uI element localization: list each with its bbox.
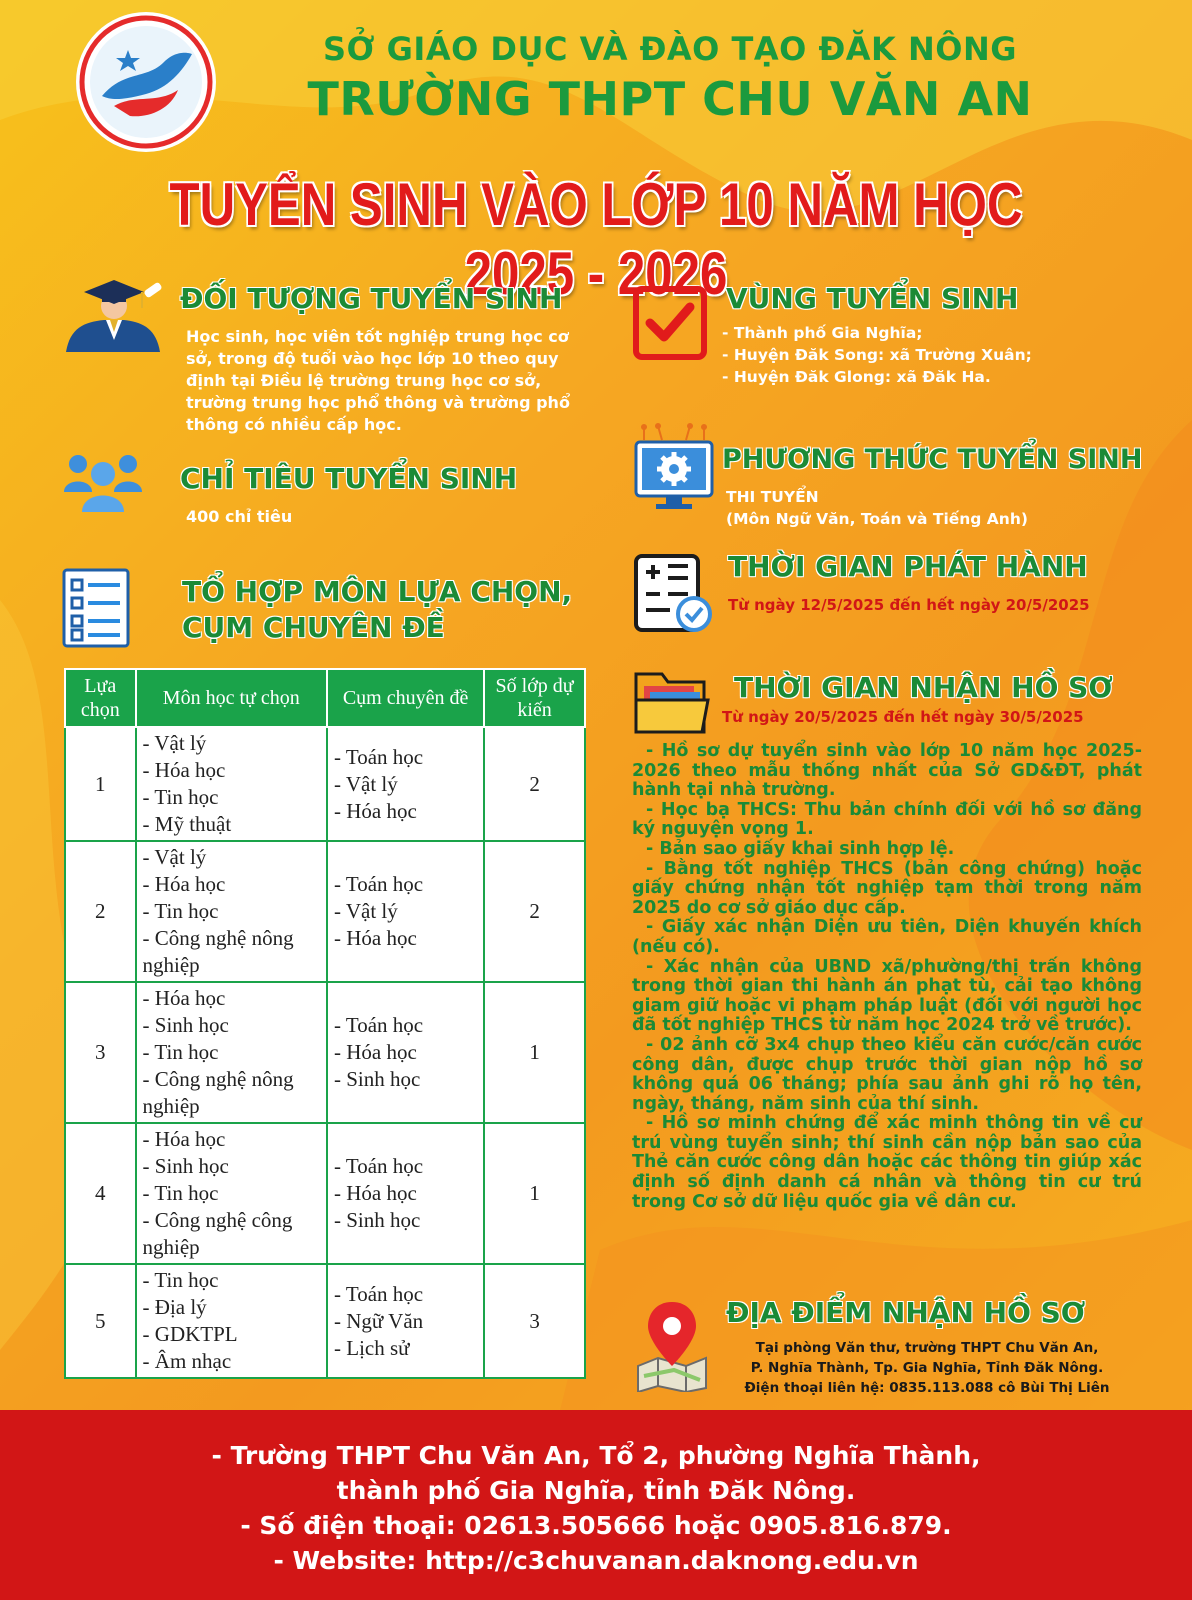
cell-topics [327,1123,484,1264]
people-group-icon [62,448,144,518]
topic-item: - Ngữ Văn [334,1308,424,1333]
topic-item: - Toán học [334,1013,424,1037]
table-row [65,841,585,982]
topic-item: - Toán học [334,1281,424,1306]
cell-topics [327,727,484,841]
subject-item: - Tin học [142,1040,219,1064]
subject-item: - Công nghệ công nghiệp [142,1208,293,1259]
cell-subjects [136,1123,327,1264]
document-check-icon [632,552,714,638]
footer-website: - Website: http://c3chuvanan.daknong.edu.vn [273,1546,919,1575]
topic-item: - Hóa học [334,926,417,950]
footer-address-cont: thành phố Gia Nghĩa, tỉnh Đăk Nông. [336,1476,856,1505]
target-description [186,326,576,436]
location-line: Điện thoại liên hệ: 0835.113.088 cô Bùi Thị Liên [744,1380,1110,1396]
cell-classes: 3 [484,1264,585,1378]
topic-item: - Vật lý [334,899,398,923]
target-line: định tại Điều lệ trường trung học cơ sở, [186,371,542,390]
cell-classes: 1 [484,982,585,1123]
cell-choice: 5 [65,1264,136,1378]
method-description [726,486,1028,530]
subject-item: - Địa lý [142,1295,207,1319]
region-item: - Huyện Đăk Glong: xã Đăk Ha. [722,368,991,386]
topic-item: - Toán học [334,744,424,769]
subject-item: - Vật lý [142,845,207,869]
cell-subjects [136,982,327,1123]
document-item: - Hồ sơ dự tuyển sinh vào lớp 10 năm học 2025-2026 theo mẫu thống nhất của Sở GD&ĐT, phát hành tại nhà trường. [632,741,1142,801]
school-name: TRƯỜNG THPT CHU VĂN AN [307,72,1033,126]
subject-item: - Tin học [142,785,219,809]
target-line: Học sinh, học viên tốt nghiệp trung học cơ [186,327,569,346]
subject-item: - Tin học [142,899,219,923]
subject-combination-table [64,668,586,1379]
graduate-icon [64,276,164,356]
topic-item: - Toán học [334,872,424,896]
checkbox-icon [632,285,708,365]
document-item: - Xác nhận của UBND xã/phường/thị trấn không trong thời gian thi hành án phạt tù, cải tạo không giam giữ hoặc vi phạm pháp luật (đối với người học đã tốt nghiệp THCS từ năm học 2024 trở về trước). [632,956,1142,1036]
location-title: ĐỊA ĐIỂM NHẬN HỒ SƠ [726,1296,1086,1329]
subject-item: - Vật lý [142,731,207,755]
subject-item: - GDKTPL [142,1322,238,1346]
method-line: (Môn Ngữ Văn, Toán và Tiếng Anh) [726,510,1028,528]
topic-item: - Sinh học [334,1208,421,1232]
target-line: trường trung học phổ thông và trường phổ [186,393,570,412]
subject-item: - Sinh học [142,1154,229,1178]
location-details [712,1338,1142,1398]
combo-title-line: TỔ HỢP MÔN LỰA CHỌN, [182,575,573,608]
region-list [722,322,1032,388]
header-classes: Số lớp dự kiến [484,669,585,727]
target-line: sở, trong độ tuổi vào học lớp 10 theo quy [186,349,559,368]
table-row [65,727,585,841]
department-name: SỞ GIÁO DỤC VÀ ĐÀO TẠO ĐĂK NÔNG [323,30,1017,68]
folder-icon [632,666,712,742]
cell-classes: 2 [484,841,585,982]
document-item: - Hồ sơ minh chứng để xác minh thông tin về cư trú vùng tuyển sinh; thí sinh cần nộp bản sao của Thẻ căn cước công dân hoặc các thông tin giúp xác định số định danh cá nhân và thông tin cư trú trong Cơ sở dữ liệu quốc gia về dân cư. [632,1113,1142,1212]
table-row [65,1264,585,1378]
receive-title: THỜI GIAN NHẬN HỒ SƠ [734,671,1113,704]
header-topics: Cụm chuyên đề [327,669,484,727]
computer-gear-icon [632,422,716,518]
topic-item: - Hóa học [334,798,417,823]
combo-title-line: CỤM CHUYÊN ĐỀ [182,611,445,644]
cell-choice: 1 [65,727,136,841]
release-dates: Từ ngày 12/5/2025 đến hết ngày 20/5/2025 [728,596,1090,614]
region-item: - Huyện Đăk Song: xã Trường Xuân; [722,346,1032,364]
document-item: - 02 ảnh cỡ 3x4 chụp theo kiểu căn cước/căn cước công dân, được chụp trước thời gian nộp hồ sơ không quá 06 tháng; phía sau ảnh ghi rõ họ tên, ngày, tháng, năm sinh của thí sinh. [632,1034,1142,1114]
cell-subjects [136,841,327,982]
footer-phone: - Số điện thoại: 02613.505666 hoặc 0905.816.879. [240,1511,952,1540]
subject-item: - Hóa học [142,758,226,782]
subject-item: - Tin học [142,1181,219,1205]
cell-classes: 1 [484,1123,585,1264]
topic-item: - Hóa học [334,1040,417,1064]
table-header-row [65,669,585,727]
cell-subjects [136,1264,327,1378]
cell-topics [327,841,484,982]
location-line: P. Nghĩa Thành, Tp. Gia Nghĩa, Tỉnh Đăk Nông. [750,1360,1104,1376]
cell-topics [327,982,484,1123]
region-item: - Thành phố Gia Nghĩa; [722,324,923,342]
footer-contact [0,1410,1192,1600]
cell-choice: 2 [65,841,136,982]
cell-subjects [136,727,327,841]
header-subjects: Môn học tự chọn [136,669,327,727]
document-item: - Giấy xác nhận Diện ưu tiên, Diện khuyến khích (nếu có). [632,917,1142,957]
release-title: THỜI GIAN PHÁT HÀNH [728,550,1088,583]
topic-item: - Sinh học [334,1067,421,1091]
document-item: - Học bạ THCS: Thu bản chính đối với hồ sơ đăng ký nguyện vọng 1. [632,799,1142,840]
subject-item: - Hóa học [142,872,226,896]
topic-item: - Toán học [334,1154,424,1178]
subject-item: - Mỹ thuật [142,812,232,836]
cell-classes: 2 [484,727,585,841]
checklist-icon [62,568,130,652]
target-title: ĐỐI TƯỢNG TUYỂN SINH [180,282,563,315]
region-title: VÙNG TUYỂN SINH [726,282,1019,315]
subject-item: - Âm nhạc [142,1349,232,1373]
quota-title: CHỈ TIÊU TUYỂN SINH [180,462,518,495]
quota-value: 400 chỉ tiêu [186,507,293,526]
method-title: PHƯƠNG THỨC TUYỂN SINH [722,444,1143,475]
subject-item: - Công nghệ nông nghiệp [142,926,294,977]
document-item: - Bản sao giấy khai sinh hợp lệ. [646,838,955,859]
main-title: TUYỂN SINH VÀO LỚP 10 NĂM HỌC 2025 - 2026 [169,171,1023,307]
location-line: Tại phòng Văn thư, trường THPT Chu Văn An, [755,1340,1099,1356]
receive-dates: Từ ngày 20/5/2025 đến hết ngày 30/5/2025 [722,708,1084,726]
topic-item: - Lịch sử [334,1335,410,1360]
required-documents [632,742,1142,1212]
subject-item: - Tin học [142,1268,219,1292]
table-row [65,982,585,1123]
topic-item: - Hóa học [334,1181,417,1205]
subject-item: - Sinh học [142,1013,229,1037]
document-item: - Bằng tốt nghiệp THCS (bản công chứng) hoặc giấy chứng nhận tốt nghiệp tạm thời trong năm 2025 do cơ sở giáo dục cấp. [632,858,1142,918]
subject-item: - Hóa học [142,986,226,1010]
cell-choice: 3 [65,982,136,1123]
map-pin-icon [634,1296,710,1396]
subject-item: - Hóa học [142,1127,226,1151]
school-logo [74,10,218,154]
subject-item: - Công nghệ nông nghiệp [142,1067,294,1118]
method-line: THI TUYỂN [726,488,819,506]
footer-address: - Trường THPT Chu Văn An, Tổ 2, phường Nghĩa Thành, [211,1441,981,1470]
table-row [65,1123,585,1264]
cell-topics [327,1264,484,1378]
header-choice: Lựa chọn [65,669,136,727]
combo-title [182,574,572,646]
topic-item: - Vật lý [334,771,398,796]
target-line: thông có nhiều cấp học. [186,415,402,434]
cell-choice: 4 [65,1123,136,1264]
